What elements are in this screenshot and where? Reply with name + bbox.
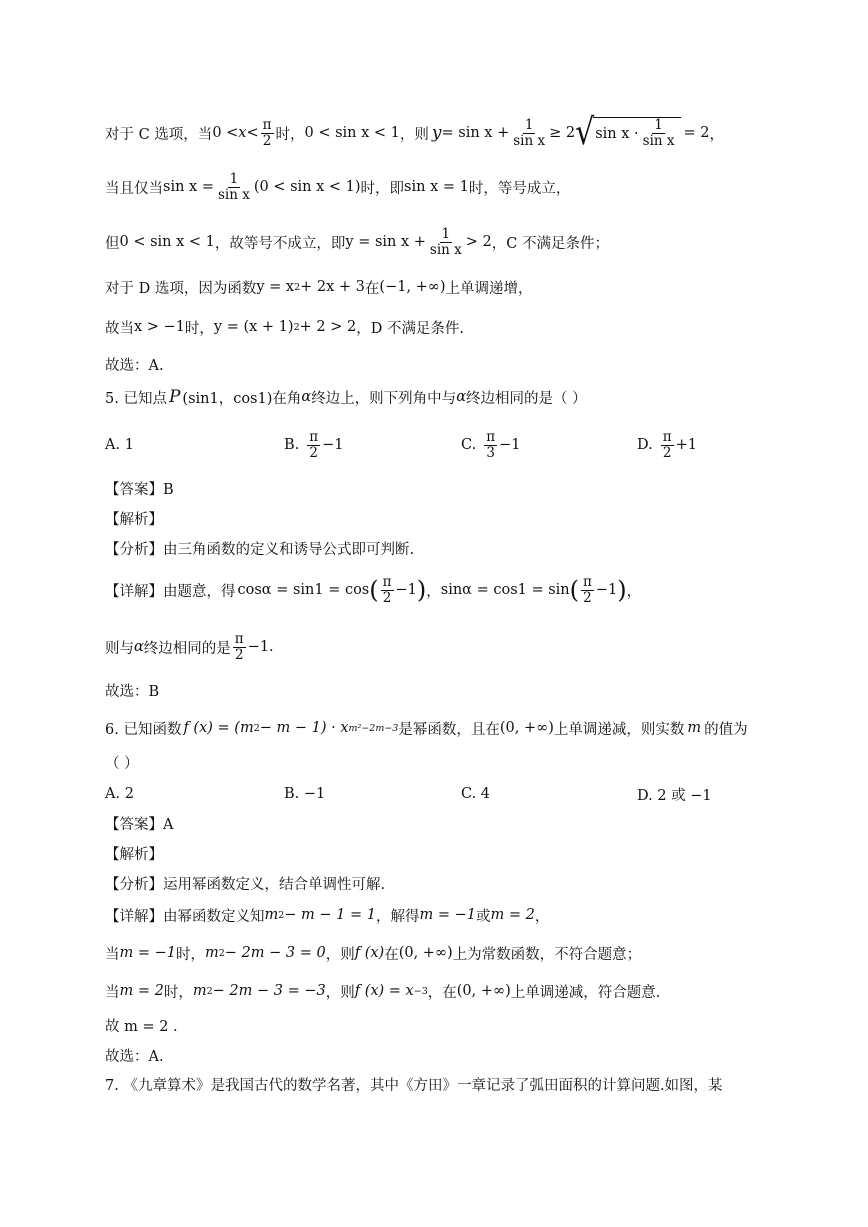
q6-option-d: D. 2 或 −1	[637, 787, 712, 804]
q5-option-b: B. $\frac{\pi}{2}$ −1	[284, 428, 344, 461]
q6-option-a: A. 2	[105, 786, 134, 802]
square-root-expression: √ sin x · $\frac{1}{\text{sin x}}$	[575, 117, 680, 149]
q5-fenxi: 【分析】由三角函数的定义和诱导公式即可判断.	[105, 541, 415, 558]
q6-analysis-heading: 【解析】	[105, 846, 163, 863]
q6-answer: 【答案】A	[105, 816, 174, 833]
d-option-line-2: 故当 x > −1 时， y = (x + 1) 2 + 2 > 2 ，D 不满足条件.	[105, 319, 465, 337]
c-option-line-3: 但 0 < sin x < 1 ，故等号不成立，即 y = sin x + $\frac{1}{\text{sin x}}$ > 2 ，C 不满足条件；	[105, 225, 609, 258]
q6-detail-3: 当 m = 2 时， m 2 − 2m − 3 = −3 ，则 f (x) = x −3 ，在 (0, +∞) 上单调递减，符合题意.	[105, 983, 661, 1001]
q5-pick: 故选：B	[105, 683, 160, 700]
q5-option-c: C. $\frac{\pi}{3}$ −1	[461, 428, 521, 461]
q6-detail-4: 故 m = 2 .	[105, 1018, 178, 1035]
c-option-line-2: 当且仅当 sin x = $\frac{1}{\text{sin x}}$ (0 < sin x < 1) 时，即 sin x = 1 时，等号成立，	[105, 170, 571, 203]
q6-paren: （ ）	[105, 755, 139, 772]
one-over-sinx-fraction: $\frac{1}{\text{sin x}}$	[513, 116, 546, 149]
q6-pick: 故选：A.	[105, 1048, 164, 1065]
q5-answer: 【答案】B	[105, 481, 174, 498]
q6-option-c: C. 4	[461, 786, 491, 802]
q6-fenxi: 【分析】运用幂函数定义，结合单调性可解.	[105, 876, 386, 893]
choice-line: 故选：A.	[105, 357, 164, 374]
q6-detail-2: 当 m = −1 时， m 2 − 2m − 3 = 0 ，则 f (x) 在 (0, +∞) 上为常数函数，不符合题意；	[105, 945, 642, 963]
q5-analysis-heading: 【解析】	[105, 511, 163, 528]
c-option-line-1: 对于 C 选项，当 0 < x < $\frac{\pi}{2}$ 时， 0 < sin x < 1 ，则 y = sin x + $\frac{1}{\text{sin x}}$ ≥ 2 √ sin x · $\frac{1}{\text{sin x}}$ = 2 ，	[105, 111, 724, 154]
q5-detail: 【详解】由题意，得 cosα = sin1 = cos ( $\frac{\pi}{2}$ −1 ) ， sinα = cos1 = sin ( $\frac{\pi}{2}$ −1 ) ，	[105, 573, 642, 606]
q6-option-b: B. −1	[284, 786, 326, 802]
q5-conclusion: 则与 α 终边相同的是 $\frac{\pi}{2}$ −1.	[105, 630, 274, 663]
d-option-line-1: 对于 D 选项，因为函数 y = x 2 + 2x + 3 在 (−1, +∞) 上单调递增，	[105, 279, 533, 297]
question-5-stem: 5. 已知点 P (sin1，cos1) 在角 α 终边上，则下列角中与 α 终边相同的是（ ）	[105, 387, 587, 407]
pi-over-2-fraction: $\frac{\pi}{2}$	[262, 116, 272, 149]
q5-option-a: A. 1	[105, 437, 134, 453]
question-7-stem: 7. 《九章算术》是我国古代的数学名著，其中《方田》一章记录了弧田面积的计算问题.如图，某	[105, 1077, 723, 1094]
question-6-stem: 6. 已知函数 f (x) = (m 2 − m − 1) · x m²−2m−3 是幂函数，且在 (0, +∞) 上单调递减，则实数 m 的值为	[105, 720, 748, 738]
q5-option-d: D. $\frac{\pi}{2}$ +1	[637, 428, 697, 461]
q6-detail-1: 【详解】由幂函数定义知 m 2 − m − 1 = 1 ，解得 m = −1 或 m = 2 ，	[105, 907, 550, 925]
